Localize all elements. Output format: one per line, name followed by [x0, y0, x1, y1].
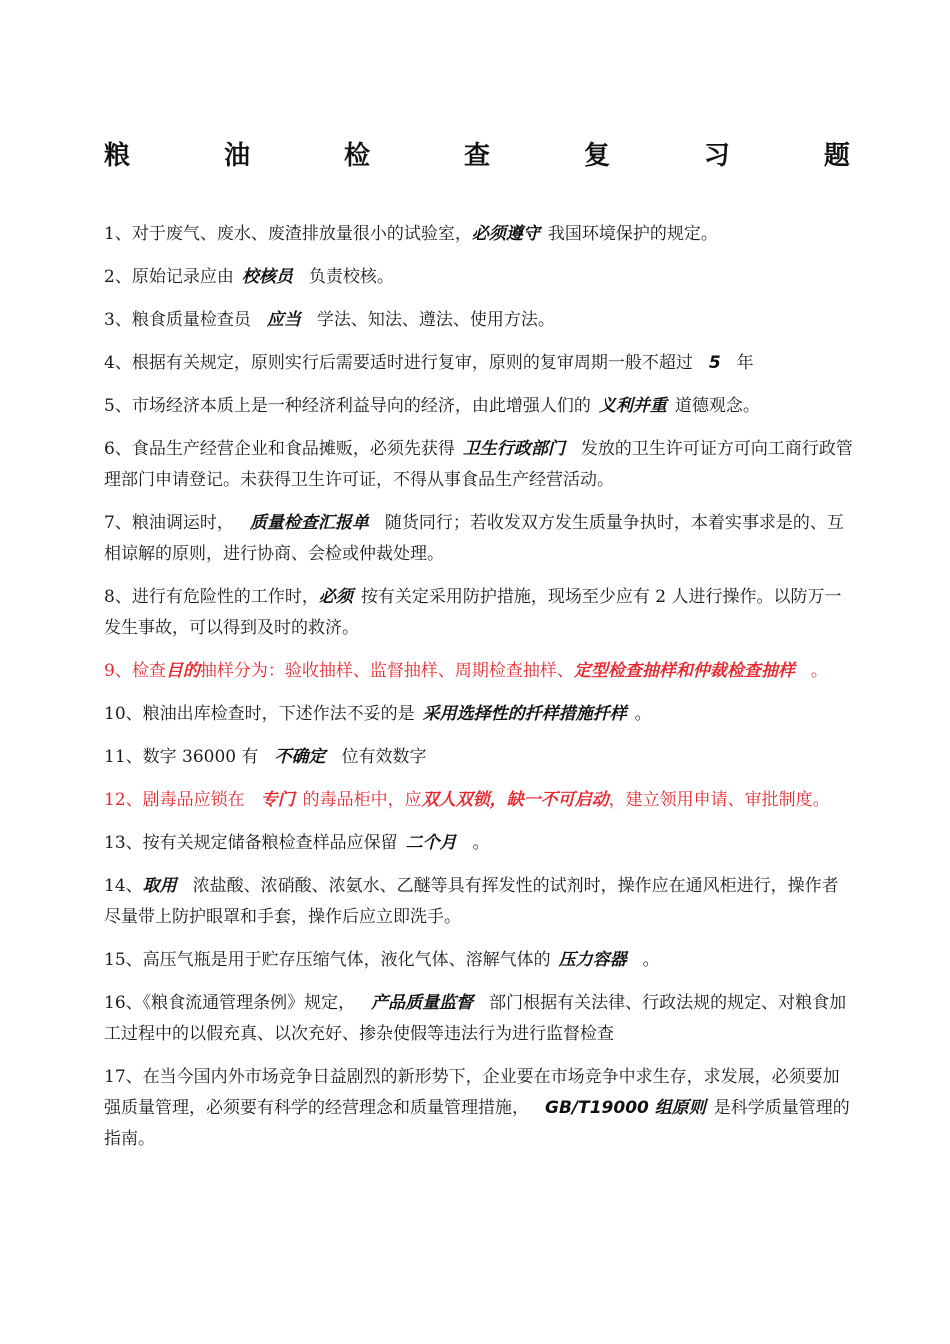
question-text: 12、剧毒品应锁在: [104, 790, 245, 810]
answer: 应当: [266, 310, 301, 330]
question-text: 随货同行；若收发双方发生质量争执时，本着实事求是的、互相谅解的原则，进行协商、会检或仲裁处理。: [104, 513, 844, 564]
question-text: 按有关定采用防护措施，现场至少应有 2 人进行操作。以防万一发生事故，可以得到及时的救济。: [104, 587, 842, 638]
question-text: 位有效数字: [341, 747, 427, 767]
question-text: 负责校核。: [308, 267, 394, 287]
title-char: 检: [343, 141, 370, 171]
question-text: 1、对于废气、废水、废渣排放量很小的试验室，: [104, 224, 472, 244]
question-5: [104, 391, 854, 422]
question-text: 我国环境保护的规定。: [547, 224, 718, 244]
question-17: [104, 1062, 854, 1155]
question-text: 年: [736, 353, 754, 373]
answer: 产品质量监督: [371, 993, 474, 1013]
question-15: [104, 945, 854, 976]
question-13: [104, 828, 854, 859]
question-text: 2、原始记录应由: [104, 267, 234, 287]
title-char: 粮: [104, 141, 131, 171]
page-title: [104, 138, 850, 174]
question-text: 9、检查: [104, 661, 166, 681]
answer: 二个月: [405, 833, 457, 853]
question-text: 14、: [104, 876, 143, 896]
question-10: [104, 699, 854, 730]
answer: 双人双锁，缺一不可启动: [421, 790, 609, 810]
title-char: 复: [583, 141, 610, 171]
answer: 5: [708, 353, 721, 373]
question-text: 7、粮油调运时，: [104, 513, 234, 533]
question-text: 学法、知法、遵法、使用方法。: [316, 310, 555, 330]
question-text: 15、高压气瓶是用于贮存压缩气体，液化气体、溶解气体的: [104, 950, 551, 970]
question-14: [104, 871, 854, 933]
question-text: 抽样分为：验收抽样、监督抽样、周期检查抽样、: [199, 661, 574, 681]
question-text: 部门根据有关法律、行政法规的规定、对粮食加工过程中的以假充真、以次充好、掺杂使假等违法行为进行监督检查: [104, 993, 847, 1044]
question-text: 。: [642, 950, 660, 970]
question-text: 道德观念。: [674, 396, 760, 416]
answer: 卫生行政部门: [462, 439, 565, 459]
question-text: 3、粮食质量检查员: [104, 310, 251, 330]
question-text: 11、数字 36000 有: [104, 747, 259, 767]
question-8: [104, 582, 854, 644]
question-list: [104, 219, 854, 1167]
question-text: 的毒品柜中，应: [302, 790, 422, 810]
title-char: 油: [223, 141, 250, 171]
question-text: 8、进行有危险性的工作时，: [104, 587, 319, 607]
question-text: 。: [810, 661, 828, 681]
question-6: [104, 434, 854, 496]
title-char: 题: [823, 141, 850, 171]
question-2: [104, 262, 854, 293]
answer: 校核员: [241, 267, 293, 287]
question-text: 10、粮油出库检查时，下述作法不妥的是: [104, 704, 415, 724]
answer: 义利并重: [598, 396, 667, 416]
question-text: 发放的卫生许可证方可向工商行政管理部门申请登记。未获得卫生许可证，不得从事食品生产经营活动。: [104, 439, 853, 490]
answer: 采用选择性的扦样措施扦样: [422, 704, 627, 724]
question-text: 浓盐酸、浓硝酸、浓氨水、乙醚等具有挥发性的试剂时，操作应在通风柜进行，操作者尽量带上防护眼罩和手套，操作后应立即洗手。: [104, 876, 839, 927]
title-char: 查: [463, 141, 490, 171]
question-text: 。: [472, 833, 490, 853]
answer: 专门: [260, 790, 295, 810]
answer: 质量检查汇报单: [249, 513, 369, 533]
question-text: 5、市场经济本质上是一种经济利益导向的经济，由此增强人们的: [104, 396, 591, 416]
answer: 取用: [142, 876, 177, 896]
question-4: [104, 348, 854, 379]
answer: 目的: [165, 661, 200, 681]
question-text: 16、《粮食流通管理条例》规定，: [104, 993, 356, 1013]
question-12: [104, 785, 854, 816]
answer: 必须: [318, 587, 353, 607]
question-text: 。: [634, 704, 652, 724]
question-text: 17、在当今国内外市场竞争日益剧烈的新形势下，企业要在市场竞争中求生存，求发展，必须要加强质量管理，必须要有科学的经营理念和质量管理措施，: [104, 1067, 840, 1118]
question-text: 6、食品生产经营企业和食品摊贩，必须先获得: [104, 439, 455, 459]
answer: 定型检查抽样和仲裁检查抽样: [573, 661, 795, 681]
question-11: [104, 742, 854, 773]
answer: 必须遵守: [471, 224, 540, 244]
question-1: [104, 219, 854, 250]
question-text: 4、根据有关规定，原则实行后需要适时进行复审，原则的复审周期一般不超过: [104, 353, 693, 373]
question-text: ，建立领用申请、审批制度。: [608, 790, 830, 810]
answer: 不确定: [274, 747, 326, 767]
question-9: [104, 656, 854, 687]
title-char: 习: [703, 141, 730, 171]
question-3: [104, 305, 854, 336]
answer: GB/T19000 组原则: [545, 1098, 706, 1118]
question-16: [104, 988, 854, 1050]
question-text: 13、按有关规定储备粮检查样品应保留: [104, 833, 398, 853]
question-7: [104, 508, 854, 570]
question-text: 是科学质量管理的指南。: [104, 1098, 850, 1149]
answer: 压力容器: [558, 950, 627, 970]
